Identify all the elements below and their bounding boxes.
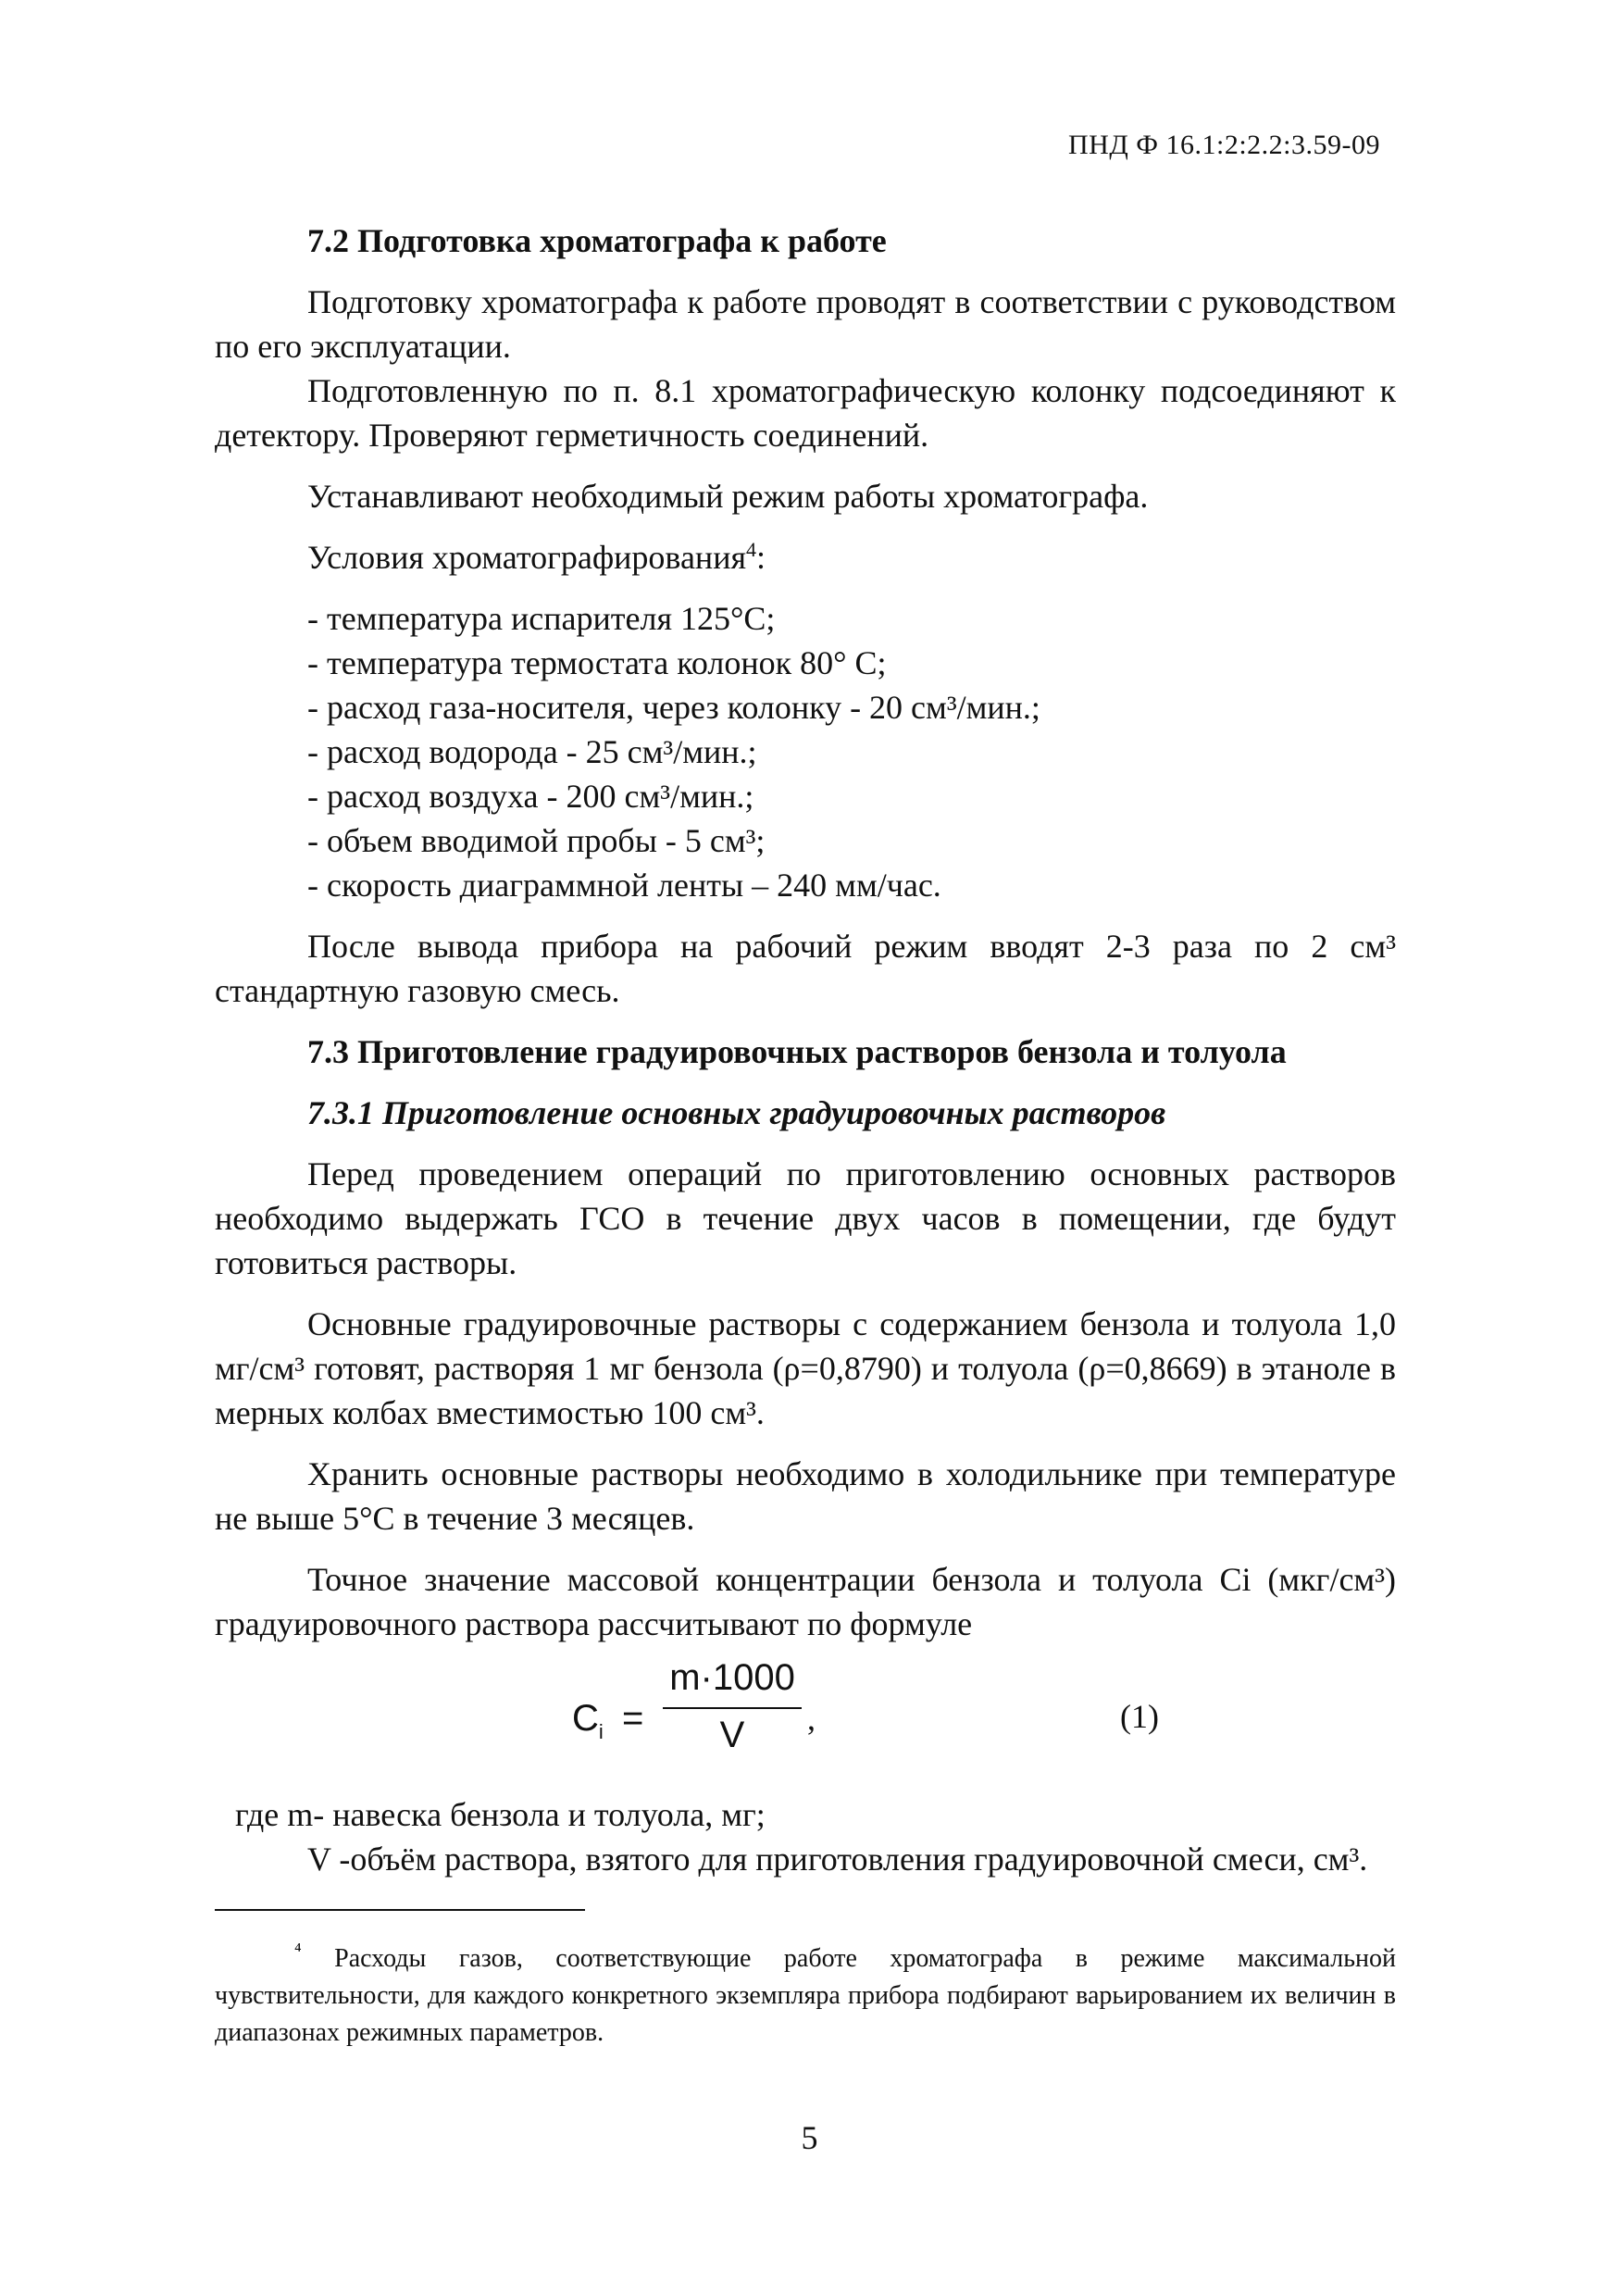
- document-body: [215, 218, 1396, 1881]
- document-code: ПНД Ф 16.1:2:2.2:3.59-09: [1068, 130, 1380, 160]
- paragraph: Подготовленную по п. 8.1 хроматографическую колонку подсоединяют к детектору. Проверяют герметичность соединений.: [215, 372, 1396, 454]
- paragraph: Устанавливают необходимый режим работы хроматографа.: [307, 478, 1149, 515]
- footnote-separator: [215, 1909, 585, 1911]
- where-v: V -объём раствора, взятого для приготовления градуировочной смеси, см³.: [307, 1841, 1368, 1878]
- list-item: - объем вводимой пробы - 5 см³;: [307, 822, 766, 859]
- paragraph: Точное значение массовой концентрации бензола и толуола Сi (мкг/см³) градуировочного раствора рассчитывают по формуле: [215, 1561, 1396, 1642]
- formula-comma: ,: [807, 1700, 816, 1737]
- where-m: где m- навеска бензола и толуола, мг;: [235, 1796, 766, 1833]
- page-number: 5: [801, 2119, 818, 2156]
- list-item: - температура термостата колонок 80° С;: [307, 644, 887, 681]
- paragraph: После вывода прибора на рабочий режим вводят 2-3 раза по 2 см³ стандартную газовую смесь.: [215, 928, 1396, 1009]
- formula-number: (1): [1120, 1698, 1159, 1735]
- list-item: - температура испарителя 125°С;: [307, 600, 776, 637]
- list-item: - расход воздуха - 200 см³/мин.;: [307, 778, 754, 815]
- footnote-ref: 4: [746, 538, 757, 561]
- conditions-list: [215, 596, 1396, 907]
- paragraph: Основные градуировочные растворы с содержанием бензола и толуола 1,0 мг/см³ готовят, растворяя 1 мг бензола (ρ=0,8790) и толуола (ρ=0,8669) в этаноле в мерных колбах вместимостью 100 см³.: [215, 1305, 1396, 1431]
- paragraph: Хранить основные растворы необходимо в холодильнике при температуре не выше 5°С в течение 3 месяцев.: [215, 1455, 1396, 1537]
- list-item: - скорость диаграммной ленты – 240 мм/час.: [307, 867, 941, 904]
- formula-equals: =: [622, 1698, 644, 1739]
- list-item: - расход водорода - 25 см³/мин.;: [307, 733, 757, 770]
- subsection-heading-7-3-1: 7.3.1 Приготовление основных градуировочных растворов: [307, 1094, 1166, 1131]
- paragraph: Перед проведением операций по приготовлению основных растворов необходимо выдержать ГСО в течение двух часов в помещении, где будут готовиться растворы.: [215, 1155, 1396, 1281]
- formula-numerator: m·1000: [669, 1657, 795, 1698]
- section-heading-7-2: 7.2 Подготовка хроматографа к работе: [307, 222, 887, 259]
- conditions-label: Условия хроматографирования$^4$:: [307, 538, 766, 576]
- paragraph: Подготовку хроматографа к работе проводят в соответствии с руководством по его эксплуатации.: [215, 283, 1396, 365]
- section-heading-7-3: 7.3 Приготовление градуировочных растворов бензола и толуола: [307, 1033, 1287, 1070]
- fraction-bar: [663, 1707, 802, 1709]
- footnote-mark: ⁴: [294, 1938, 302, 1962]
- formula-denominator: V: [719, 1715, 745, 1755]
- formula-1: [215, 1653, 1396, 1774]
- formula-lhs: $C_i$: [572, 1698, 604, 1743]
- list-item: - расход газа-носителя, через колонку - 20 см³/мин.;: [307, 689, 1040, 726]
- footnote: $^{^4}$ Расходы газов, соответствующие работе хроматографа в режиме максимальной чувствительности, для каждого конкретного экземпляра прибора подбирают варьированием их величин в диапазонах режимных параметров.: [215, 1938, 1397, 2047]
